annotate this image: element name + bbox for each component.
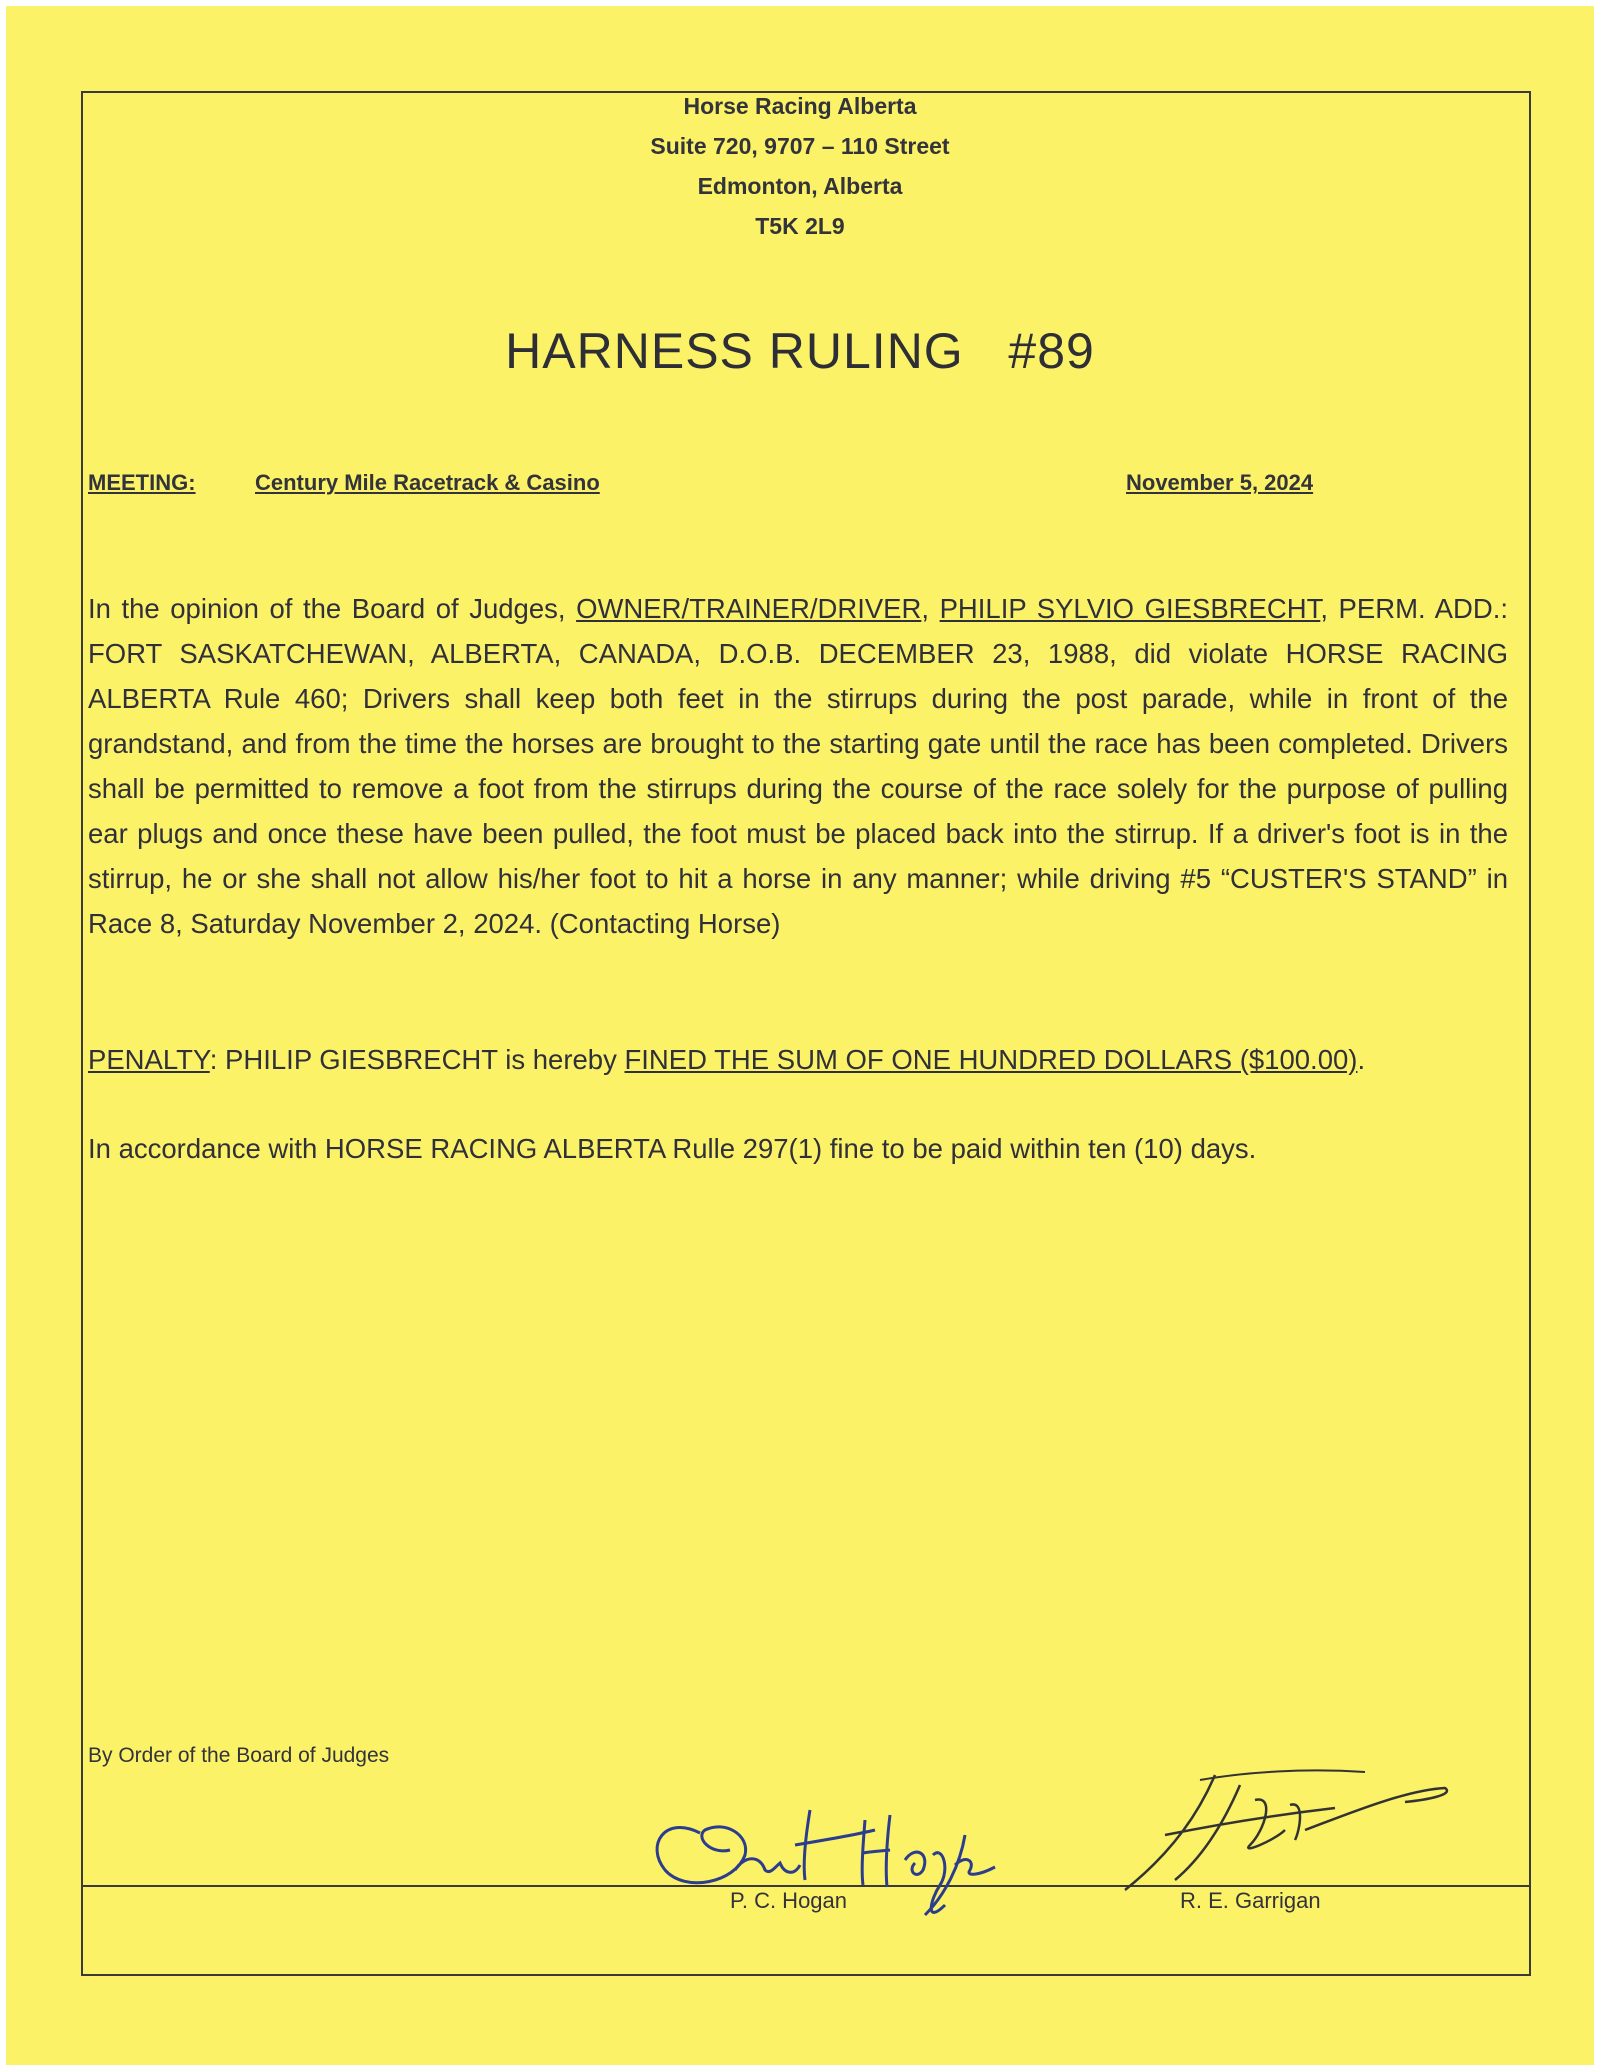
by-order: By Order of the Board of Judges <box>88 1744 390 1767</box>
city: Edmonton, Alberta <box>697 173 903 199</box>
org-name: Horse Racing Alberta <box>683 93 917 119</box>
accordance-paragraph: In accordance with HORSE RACING ALBERTA Rulle 297(1) fine to be paid within ten (10) days. <box>88 1133 1257 1164</box>
judge-garrigan: R. E. Garrigan <box>1180 1888 1321 1913</box>
penalty-end: . <box>1357 1044 1366 1075</box>
penalty-label: PENALTY <box>88 1044 210 1075</box>
ruling-title: HARNESS RULING <box>505 323 964 379</box>
penalty-fine: FINED THE SUM OF ONE HUNDRED DOLLARS ($100.00) <box>624 1044 1358 1075</box>
street-address: Suite 720, 9707 – 110 Street <box>650 133 950 159</box>
judge-hogan: P. C. Hogan <box>730 1888 848 1913</box>
meeting-venue: Century Mile Racetrack & Casino <box>255 470 600 495</box>
body-text: , PERM. ADD.: FORT SASKATCHEWAN, ALBERTA, CANADA, D.O.B. DECEMBER 23, 1988, did violate HORSE RACING ALBERTA Rule 460; Drivers shall keep both feet in the stirrups during the post parade, while in front of the grandstand, and from the time the horses are brought to the starting gate until the race has been completed. Drivers shall be permitted to remove a foot from the stirrups during the course of the race solely for the purpose of pulling ear plugs and once these have been pulled, the foot must be placed back into the stirrup. If a driver's foot is in the stirrup, he or she shall not allow his/her foot to hit a horse in any manner; while driving #5 “CUSTER'S STAND” in Race 8, Saturday November 2, 2024. (Contacting Horse) <box>88 593 1509 939</box>
meeting-date: November 5, 2024 <box>1126 470 1314 495</box>
page-title <box>0 322 1600 380</box>
meeting-label: MEETING: <box>88 470 196 495</box>
penalty-paragraph <box>88 1044 1365 1076</box>
penalty-text: : PHILIP GIESBRECHT is hereby <box>209 1044 625 1075</box>
ruling-number: #89 <box>1008 323 1095 379</box>
body-role: OWNER/TRAINER/DRIVER <box>576 593 922 624</box>
body-intro: In the opinion of the Board of Judges, <box>88 593 577 624</box>
postal-code: T5K 2L9 <box>755 213 845 239</box>
garrigan-signature <box>1105 1760 1465 1900</box>
body-sep: , <box>921 593 940 624</box>
letterhead <box>0 86 1600 246</box>
ruling-body <box>88 586 1508 946</box>
body-name: PHILIP SYLVIO GIESBRECHT <box>939 593 1321 624</box>
